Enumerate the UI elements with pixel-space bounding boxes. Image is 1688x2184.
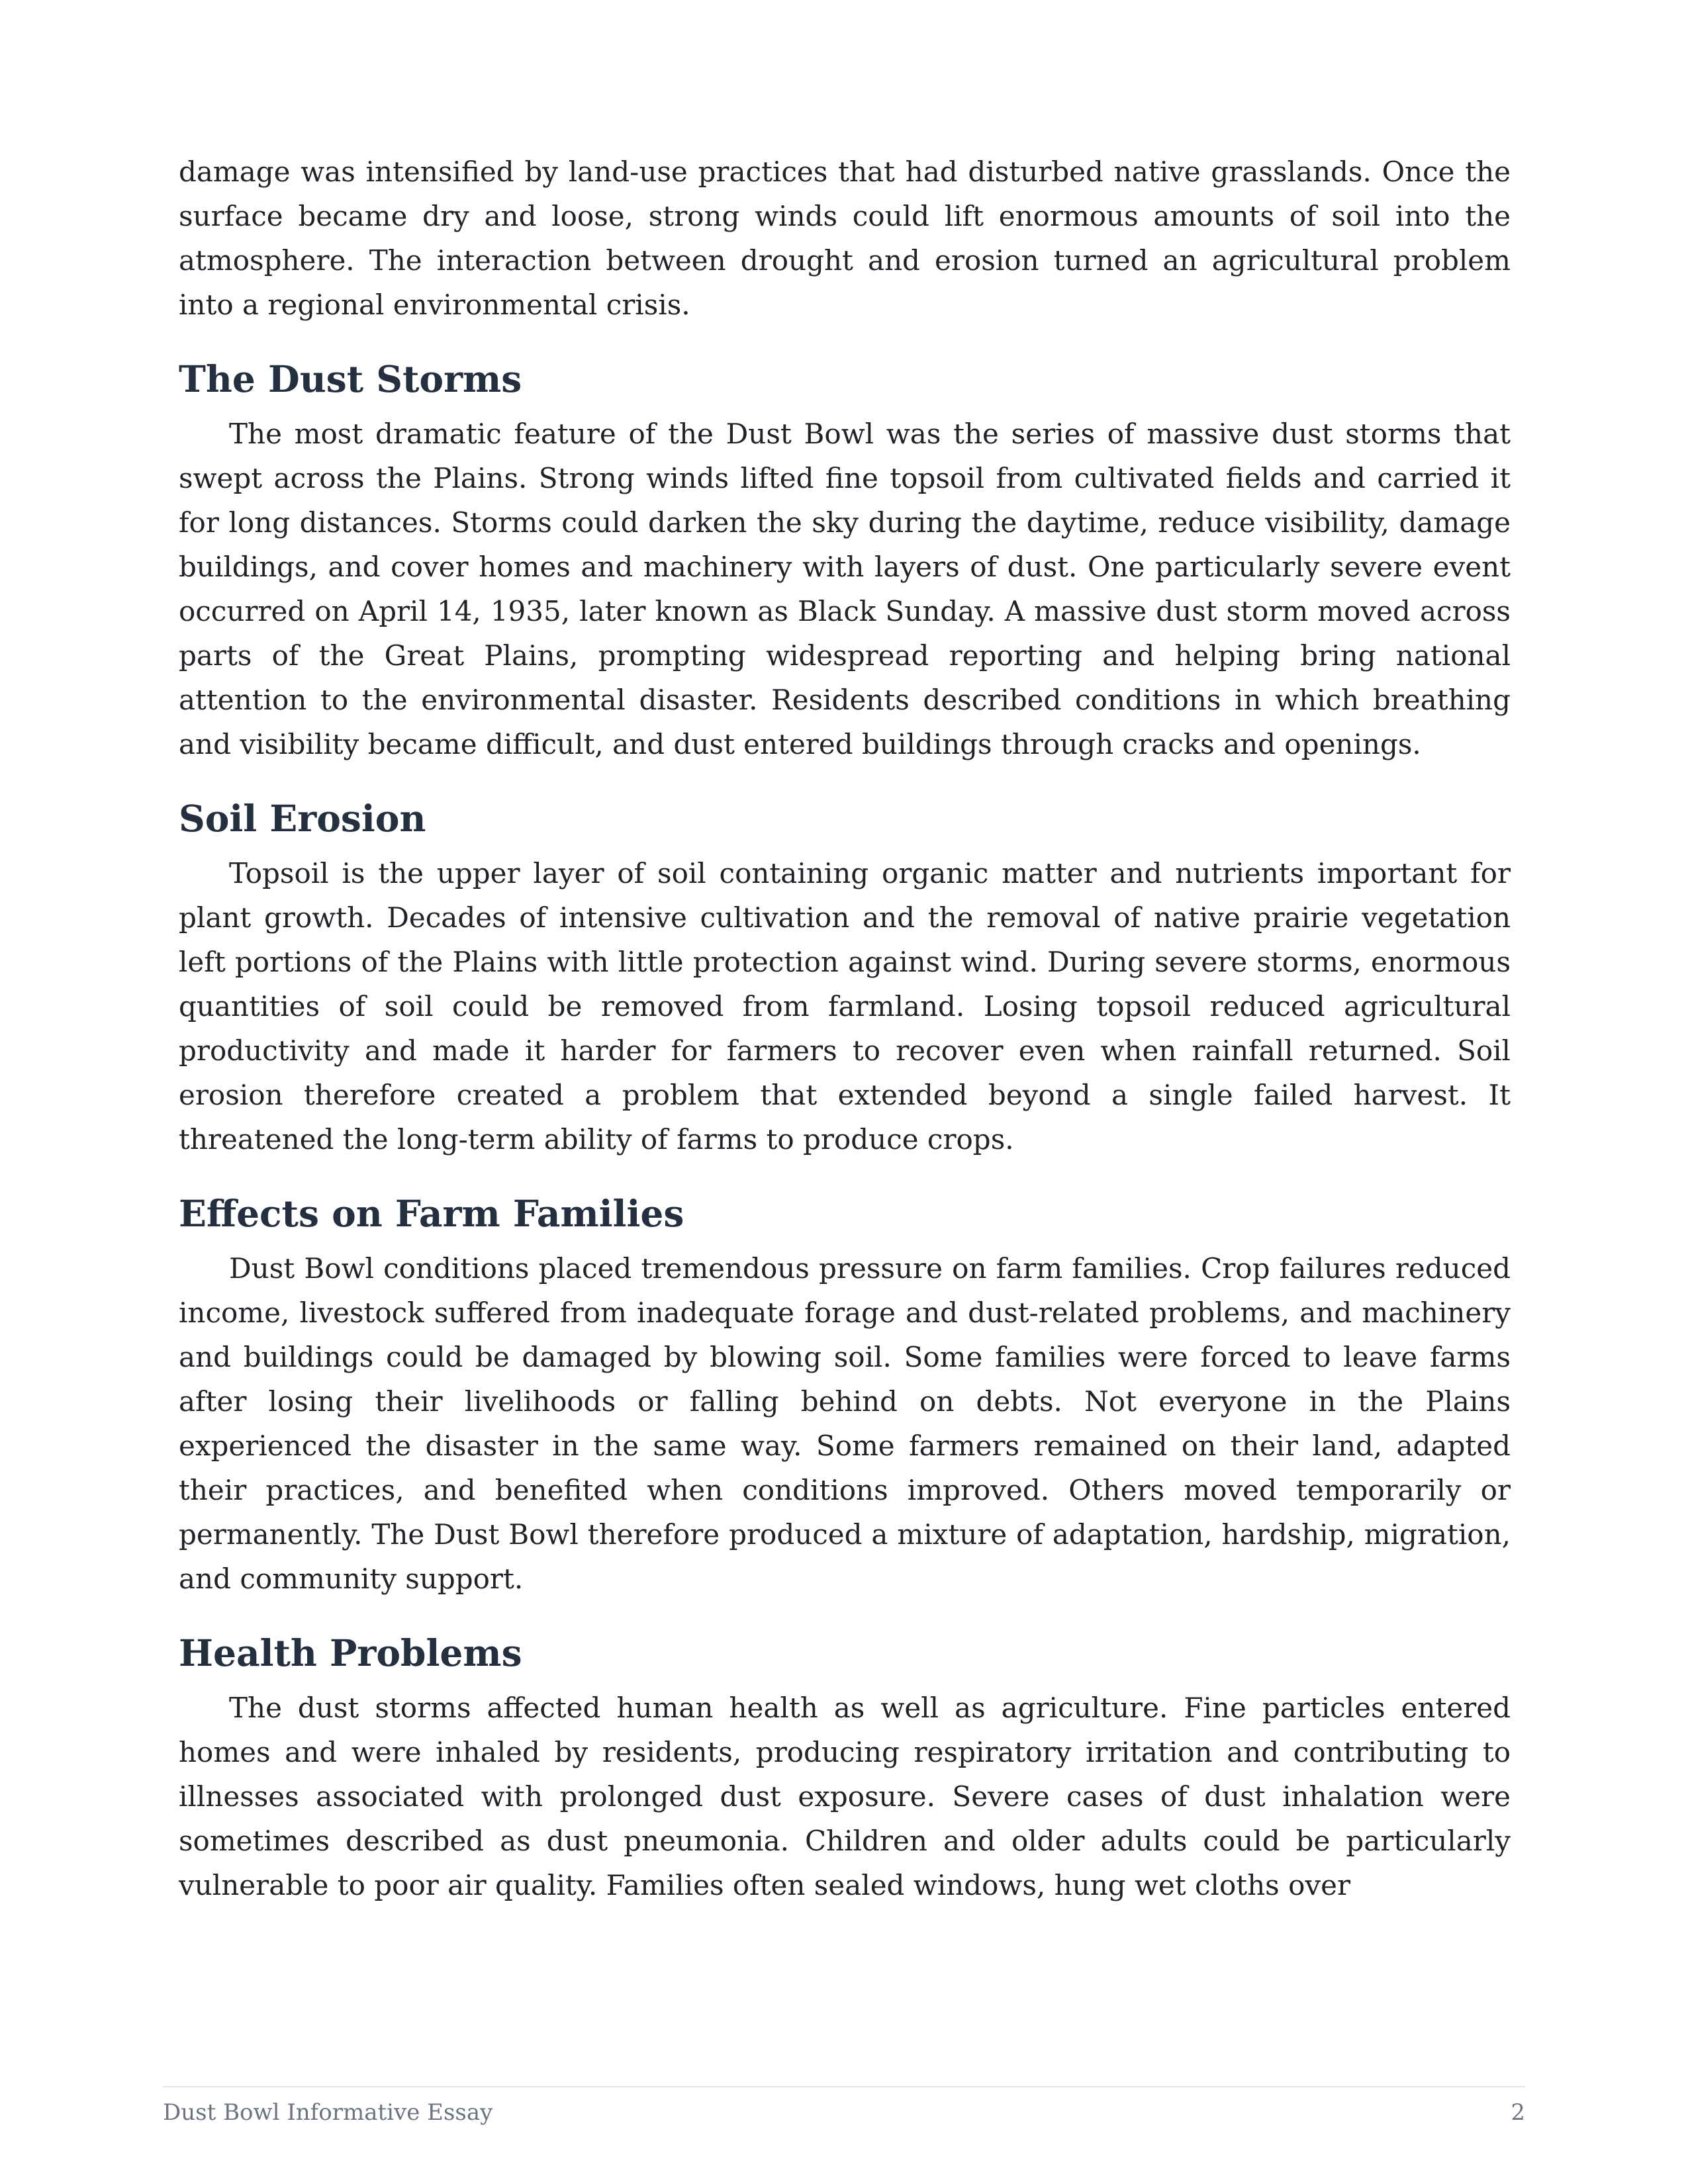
footer-title: Dust Bowl Informative Essay bbox=[163, 2099, 493, 2126]
section-paragraph: The dust storms affected human health as well as agriculture. Fine particles entered homes and were inhaled by residents, producing respiratory irritation and contributing to illnesses associated with prolonged dust exposure. Severe cases of dust inhalation were sometimes described as dust pneumonia. Children and older adults could be particularly vulnerable to poor air quality. Families often sealed windows, hung wet cloths over bbox=[179, 1692, 1511, 1901]
section-paragraph: The most dramatic feature of the Dust Bowl was the series of massive dust storms that swept across the Plains. Strong winds lifted fine topsoil from cultivated fields and carried it for long distances. Storms could darken the sky during the daytime, reduce visibility, damage buildings, and cover homes and machinery with layers of dust. One particularly severe event occurred on April 14, 1935, later known as Black Sunday. A massive dust storm moved across parts of the Great Plains, prompting widespread reporting and helping bring national attention to the environmental disaster. Residents described conditions in which breathing and visibility became difficult, and dust entered buildings through cracks and openings. bbox=[179, 418, 1511, 760]
page-footer bbox=[163, 2086, 1525, 2126]
intro-paragraph: damage was intensified by land-use practices that had disturbed native grasslands. Once the surface became dry and loose, strong winds could lift enormous amounts of soil into the atmosphere. The interaction between drought and erosion turned an agricultural problem into a regional environmental crisis. bbox=[179, 156, 1511, 321]
section-paragraph: Topsoil is the upper layer of soil containing organic matter and nutrients important for plant growth. Decades of intensive cultivation and the removal of native prairie vegetation left portions of the Plains with little protection against wind. During severe storms, enormous quantities of soil could be removed from farmland. Losing topsoil reduced agricultural productivity and made it harder for farmers to recover even when rainfall returned. Soil erosion therefore created a problem that extended beyond a single failed harvest. It threatened the long-term ability of farms to produce crops. bbox=[179, 857, 1511, 1156]
page-number: 2 bbox=[1511, 2099, 1525, 2126]
section-heading: The Dust Storms bbox=[179, 357, 522, 400]
section-heading: Effects on Farm Families bbox=[179, 1192, 684, 1235]
section-dust-storms bbox=[179, 356, 1511, 766]
section-soil-erosion bbox=[179, 796, 1511, 1161]
section-paragraph: Dust Bowl conditions placed tremendous pressure on farm families. Crop failures reduced income, livestock suffered from inadequate forage and dust-related problems, and machinery and buildings could be damaged by blowing soil. Some families were forced to leave farms after losing their livelihoods or falling behind on debts. Not everyone in the Plains experienced the disaster in the same way. Some farmers remained on their land, adapted their practices, and benefited when conditions improved. Others moved temporarily or permanently. The Dust Bowl therefore produced a mixture of adaptation, hardship, migration, and community support. bbox=[179, 1252, 1511, 1595]
section-heading: Soil Erosion bbox=[179, 797, 426, 840]
section-health-problems bbox=[179, 1630, 1511, 1907]
section-farm-families bbox=[179, 1191, 1511, 1601]
section-heading: Health Problems bbox=[179, 1631, 522, 1674]
page-body bbox=[179, 150, 1511, 1907]
